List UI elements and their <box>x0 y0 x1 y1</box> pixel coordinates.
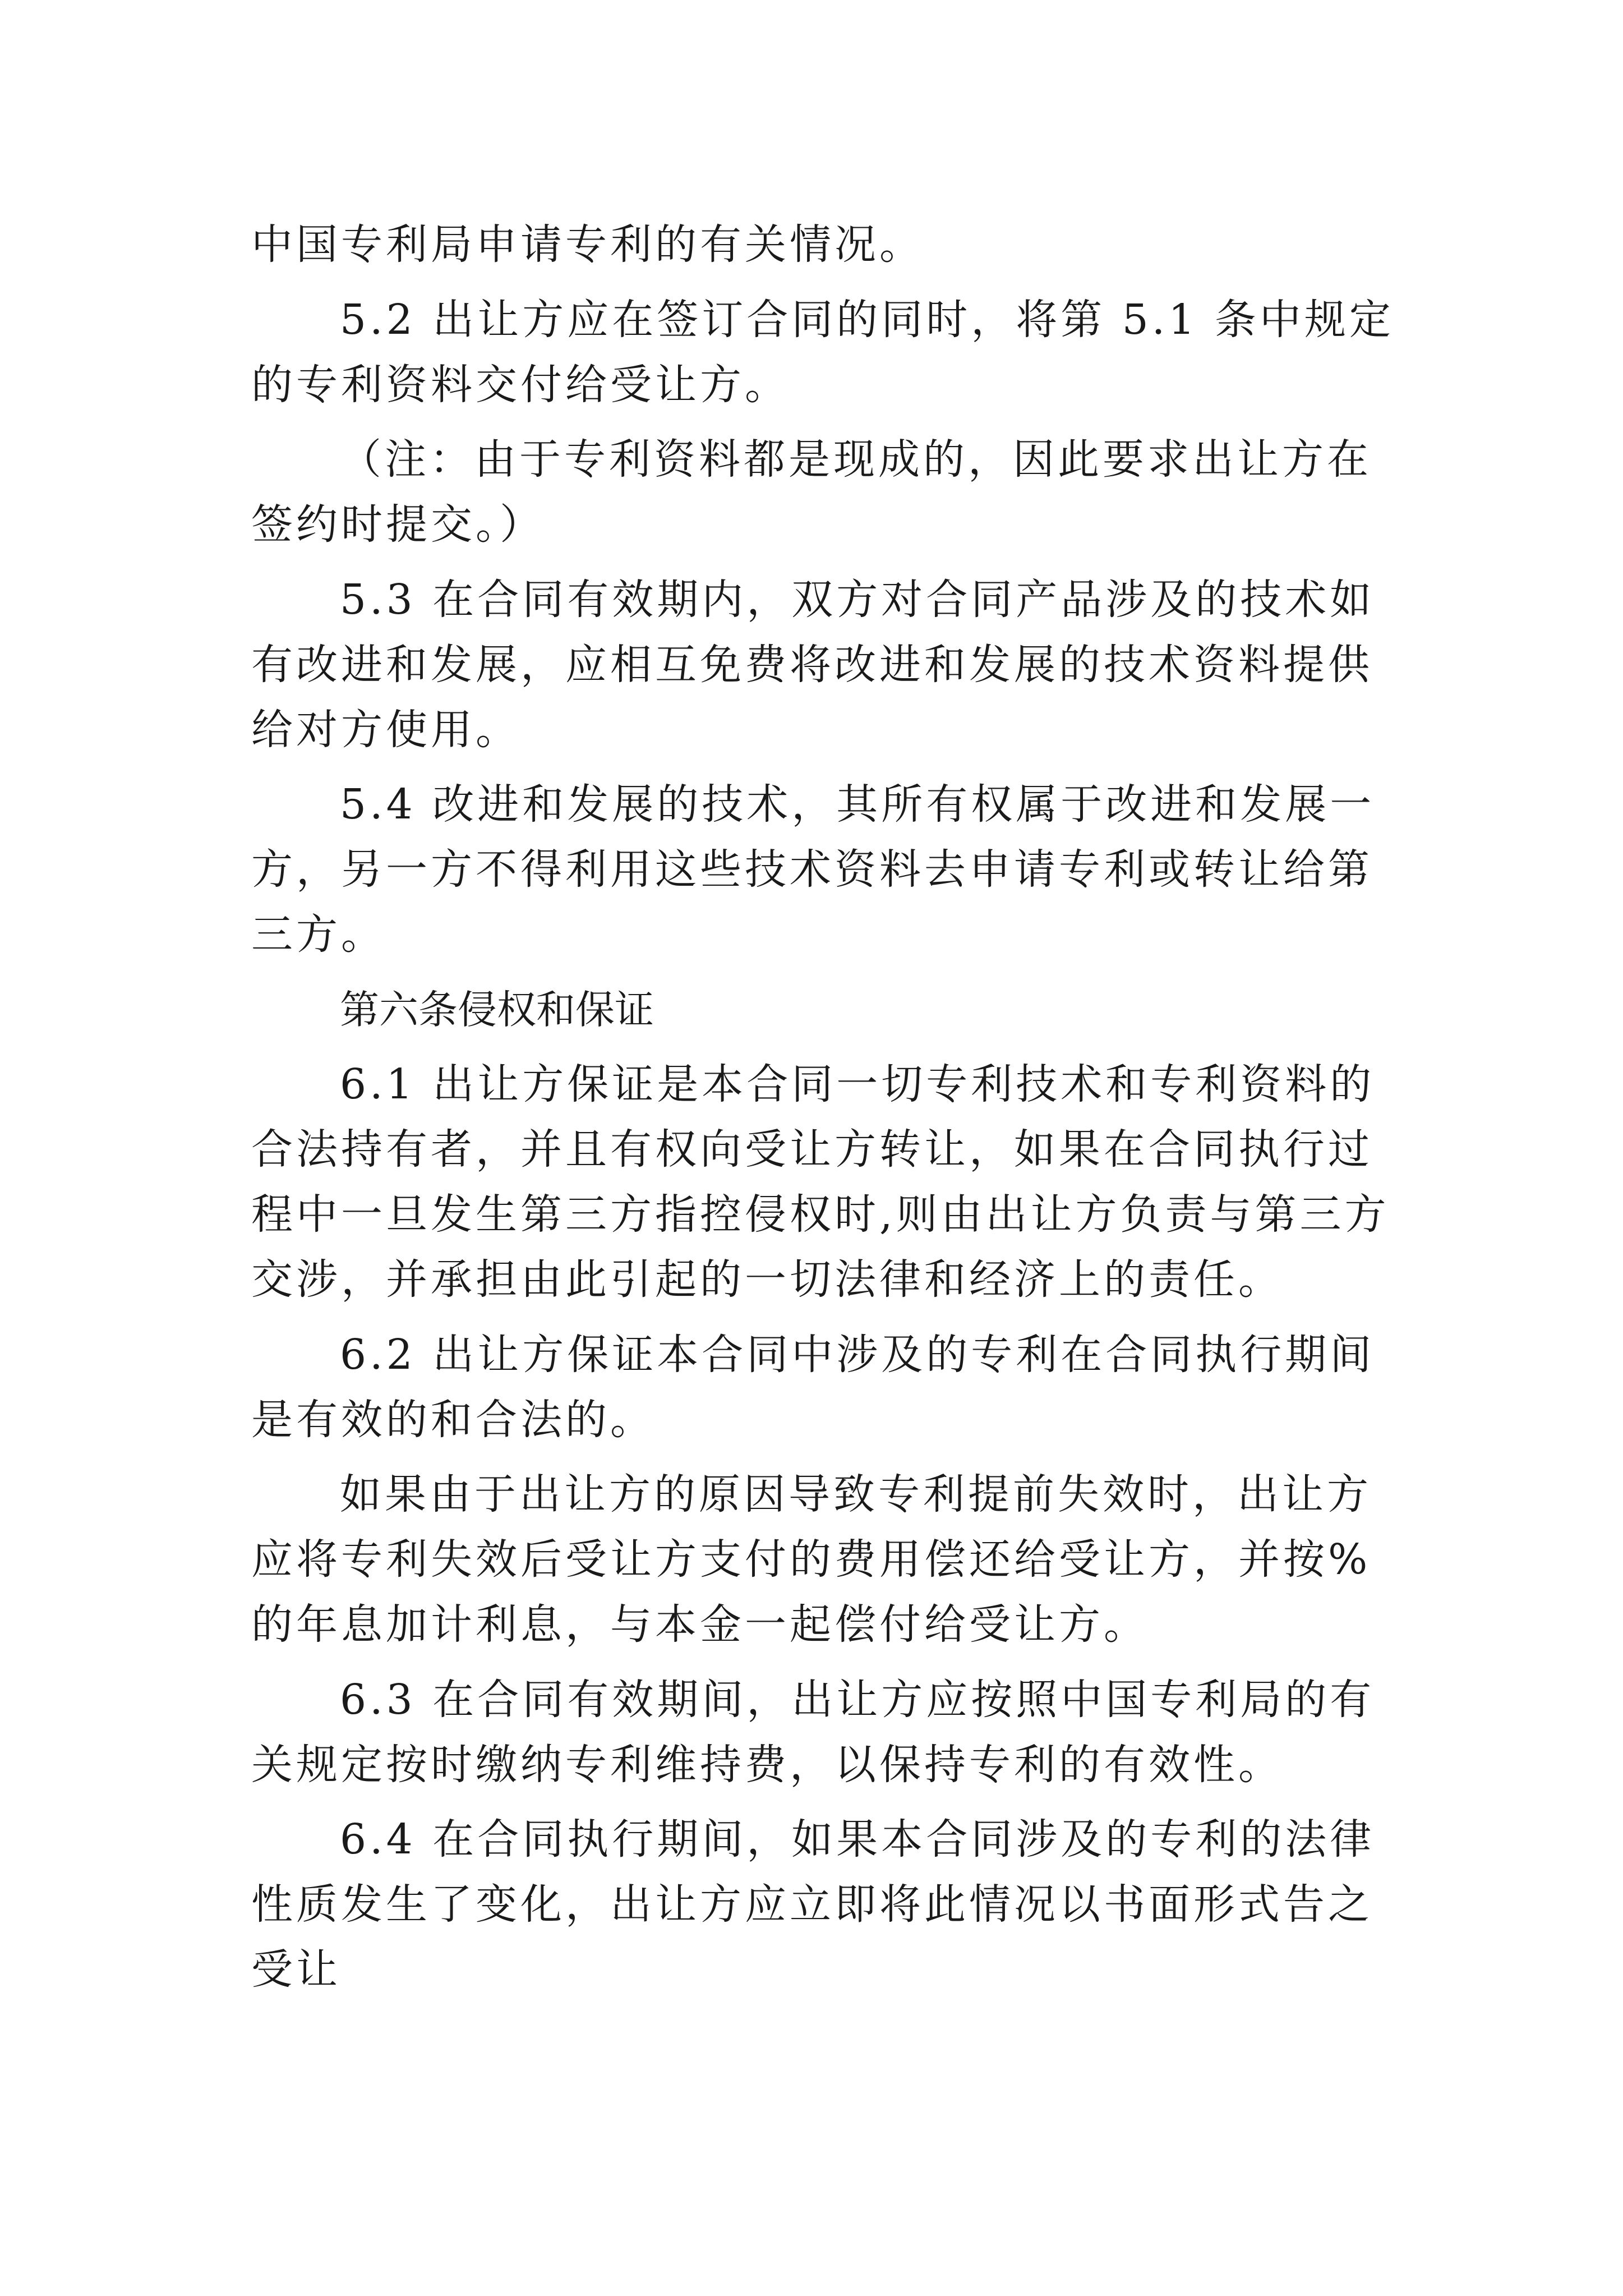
paragraph-6-4: 6.4 在合同执行期间，如果本合同涉及的专利的法律性质发生了变化，出让方应立即将此情况以书面形式告之受让 <box>251 1815 1375 1994</box>
paragraph-6-2-continued: 如果由于出让方的原因导致专利提前失效时，出让方应将专利失效后受让方支付的费用偿还给受让方，并按%的年息加计利息，与本金一起偿付给受让方。 <box>251 1470 1372 1649</box>
paragraph-6-1: 6.1 出让方保证是本合同一切专利技术和专利资料的合法持有者，并且有权向受让方转让，如果在合同执行过程中一旦发生第三方指控侵权时,则由出让方负责与第三方交涉，并承担由此引起的一切法律和经济上的责任。 <box>251 1060 1390 1304</box>
paragraph-6-3: 6.3 在合同有效期间，出让方应按照中国专利局的有关规定按时缴纳专利维持费，以保持专利的有效性。 <box>251 1675 1375 1789</box>
paragraph-5-4: 5.4 改进和发展的技术，其所有权属于改进和发展一方，另一方不得利用这些技术资料去申请专利或转让给第三方。 <box>251 780 1375 959</box>
paragraph-note: （注：由于专利资料都是现成的，因此要求出让方在签约时提交。） <box>251 435 1372 549</box>
paragraph-5-2: 5.2 出让方应在签订合同的同时，将第 5.1 条中规定的专利资料交付给受让方。 <box>251 295 1394 409</box>
paragraph-6-2: 6.2 出让方保证本合同中涉及的专利在合同执行期间是有效的和合法的。 <box>251 1330 1375 1444</box>
paragraph-5-3: 5.3 在合同有效期内，双方对合同产品涉及的技术如有改进和发展，应相互免费将改进和发展的技术资料提供给对方使用。 <box>251 575 1375 754</box>
contract-body <box>251 212 1401 2012</box>
paragraph-continuation: 中国专利局申请专利的有关情况。 <box>251 220 924 269</box>
article-6-heading: 第六条侵权和保证 <box>340 986 654 1033</box>
